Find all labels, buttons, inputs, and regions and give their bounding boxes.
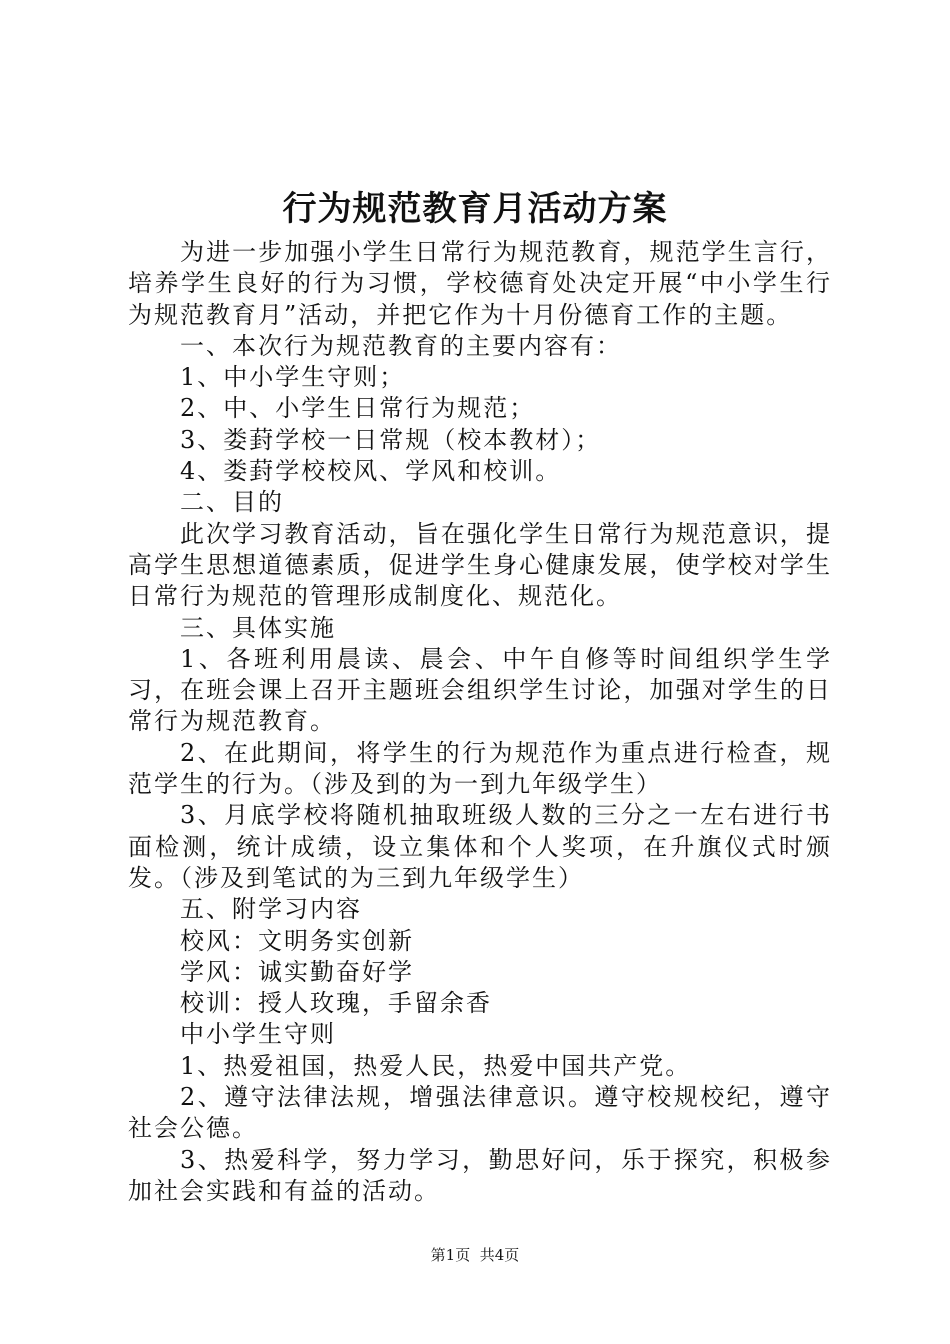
page-footer	[0, 1244, 950, 1266]
section-heading-content: 一、本次行为规范教育的主要内容有：	[180, 331, 622, 360]
school-motto-line: 校风：文明务实创新	[180, 926, 414, 955]
list-item: 3、月底学校将随机抽取班级人数的三分之一左右进行书面检测，统计成绩，设立集体和个人奖项，在升旗仪式时颁发。（涉及到笔试的为三到九年级学生）	[128, 801, 832, 892]
list-item: 2、在此期间，将学生的行为规范作为重点进行检查，规范学生的行为。（涉及到的为一到九年级学生）	[128, 738, 832, 799]
paragraph-purpose: 此次学习教育活动，旨在强化学生日常行为规范意识，提高学生思想道德素质，促进学生身心健康发展，使学校对学生日常行为规范的管理形成制度化、规范化。	[128, 519, 832, 611]
list-item: 1、中小学生守则；	[180, 363, 406, 392]
list-item: 2、遵守法律法规，增强法律意识。遵守校规校纪，遵守社会公德。	[128, 1083, 832, 1143]
page-total: 共4页	[479, 1246, 520, 1264]
page-number: 第1页	[430, 1246, 471, 1264]
document-body	[128, 237, 832, 1207]
list-item: 3、热爱科学，努力学习，勤思好问，乐于探究，积极参加社会实践和有益的活动。	[128, 1145, 832, 1205]
school-precept-line: 校训：授人玫瑰，手留余香	[180, 989, 492, 1018]
document-title: 行为规范教育月活动方案	[282, 189, 668, 229]
list-item: 4、娄葑学校校风、学风和校训。	[180, 457, 562, 486]
section-heading-purpose: 二、目的	[180, 488, 284, 517]
study-motto-line: 学风：诚实勤奋好学	[180, 957, 414, 986]
list-item: 1、各班利用晨读、晨会、中午自修等时间组织学生学习，在班会课上召开主题班会组织学生讨论，加强对学生的日常行为规范教育。	[128, 644, 832, 736]
list-item: 3、娄葑学校一日常规（校本教材）；	[180, 425, 602, 454]
section-heading-implementation: 三、具体实施	[180, 613, 336, 642]
section-heading-appendix: 五、附学习内容	[180, 895, 362, 924]
paragraph-intro: 为进一步加强小学生日常行为规范教育，规范学生言行，培养学生良好的行为习惯，学校德育处决定开展“中小学生行为规范教育月”活动，并把它作为十月份德育工作的主题。	[128, 238, 832, 329]
subheading-code-of-conduct: 中小学生守则	[180, 1020, 336, 1049]
list-item: 2、中、小学生日常行为规范；	[180, 394, 536, 423]
list-item: 1、热爱祖国，热爱人民，热爱中国共产党。	[180, 1051, 692, 1080]
